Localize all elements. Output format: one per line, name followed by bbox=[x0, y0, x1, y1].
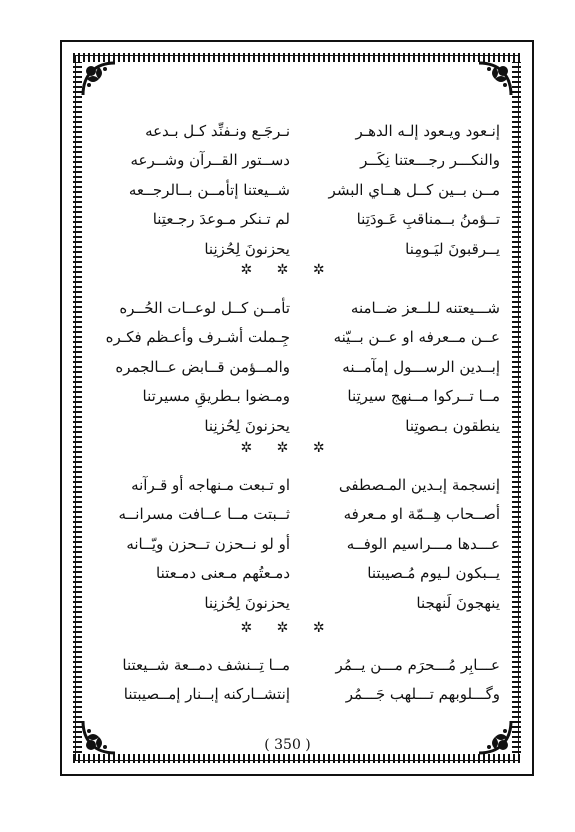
stanza-2 bbox=[100, 293, 500, 441]
second-hemistich: تأمــن كــل لوعــات الحُــره bbox=[119, 298, 290, 317]
second-hemistich: شــيعتنا إتأمــن بــالرجــعه bbox=[128, 180, 290, 199]
verse-line bbox=[100, 559, 500, 589]
stanza-separator: ✲ ✲ ✲ bbox=[240, 262, 335, 278]
first-hemistich: أصــحاب هِــمّة او مـعرفه bbox=[343, 505, 500, 524]
first-hemistich: ينهجونَ لَنهجنا bbox=[416, 593, 500, 612]
second-hemistich: دمـعتُهم مـعنى دمـعتنا bbox=[156, 564, 290, 583]
verse-line bbox=[100, 293, 500, 323]
first-hemistich: شـــيعتنه لـلــعز ضــامنه bbox=[350, 298, 500, 317]
first-hemistich: والنكـــر رجـــعتنا نِكَــر bbox=[360, 151, 500, 170]
verse-line bbox=[100, 680, 500, 710]
second-hemistich: مــا تِــنشف دمــعة شــيعتنا bbox=[122, 655, 290, 674]
first-hemistich: إنسجمة إبـدين المـصطفى bbox=[338, 475, 500, 494]
second-hemistich: ثــبتت مــا عــافت مسرانــه bbox=[118, 505, 290, 524]
first-hemistich: عــن مــعرفه او عــن بــيّنه bbox=[333, 328, 500, 347]
verse-line bbox=[100, 588, 500, 618]
first-hemistich: إبــدين الرســـول إمآمــنه bbox=[342, 357, 500, 376]
second-hemistich: يحزنونَ لِحُزنِنا bbox=[204, 416, 290, 435]
verse-line bbox=[100, 470, 500, 500]
second-hemistich: او تـبعت مـنهاجه أو قـرآنه bbox=[131, 475, 290, 494]
second-hemistich: جِـملت أشـرف وأعـظم فكـره bbox=[105, 328, 290, 347]
stanza-1 bbox=[100, 116, 500, 264]
first-hemistich: وگـــلوبهم تـــلهب جَـــمُر bbox=[345, 685, 500, 704]
verse-line bbox=[100, 650, 500, 680]
second-hemistich: والمــؤمن قــابض عــالجمره bbox=[115, 357, 290, 376]
stanza-separator: ✲ ✲ ✲ bbox=[240, 620, 335, 636]
second-hemistich: يحزنونَ لِحُزنِنا bbox=[204, 593, 290, 612]
second-hemistich: إنتشــاركنه إبــنار إمــصيبتنا bbox=[123, 685, 290, 704]
second-hemistich: لم تـنكر مـوعدَ رجـعتِنا bbox=[152, 210, 290, 229]
page-number: ( 350 ) bbox=[264, 737, 311, 753]
first-hemistich: مــا تــركوا مــنهج سيرتِنا bbox=[347, 387, 500, 406]
first-hemistich: عـــدها مـــراسيم الوفــه bbox=[346, 534, 500, 553]
verse-line bbox=[100, 352, 500, 382]
second-hemistich: نـرجَـع ونـفنِّد كـل بـدعه bbox=[145, 121, 290, 140]
first-hemistich: عـــابِر مُـــحرَم مـــن يــمُر bbox=[335, 655, 500, 674]
first-hemistich: إنـعود ويـعود إلـه الدهـر bbox=[355, 121, 500, 140]
verse-line bbox=[100, 234, 500, 264]
verse-line bbox=[100, 323, 500, 353]
verse-line bbox=[100, 382, 500, 412]
corner-ornament-top-left bbox=[79, 59, 119, 99]
first-hemistich: تــؤمنُ بــمناقبِ عَـودَتِنا bbox=[356, 210, 500, 229]
stanza-3 bbox=[100, 470, 500, 618]
verse-line bbox=[100, 175, 500, 205]
verse-line bbox=[100, 500, 500, 530]
first-hemistich: ينطقون بـصوتِنا bbox=[405, 416, 500, 435]
verse-line bbox=[100, 116, 500, 146]
stanza-4 bbox=[100, 650, 500, 709]
corner-ornament-top-right bbox=[475, 59, 515, 99]
stanza-separator: ✲ ✲ ✲ bbox=[240, 440, 335, 456]
first-hemistich: يــبكون لـيوم مُـصيبتنا bbox=[367, 564, 500, 583]
second-hemistich: يحزنونَ لِحُزنِنا bbox=[204, 239, 290, 258]
verse-line bbox=[100, 205, 500, 235]
second-hemistich: دســتور القــرآن وشــرعه bbox=[130, 151, 290, 170]
verse-line bbox=[100, 146, 500, 176]
verse-line bbox=[100, 411, 500, 441]
verse-line bbox=[100, 529, 500, 559]
first-hemistich: مــن بــين كــل هــاي البشر bbox=[328, 180, 500, 199]
second-hemistich: ومـضوا بـطريقِ مسيرتنا bbox=[142, 387, 290, 406]
first-hemistich: يــرقبونَ ليَـومِنا bbox=[405, 239, 500, 258]
second-hemistich: أو لو نــحزن تــحزن ويّــانه bbox=[126, 534, 290, 553]
